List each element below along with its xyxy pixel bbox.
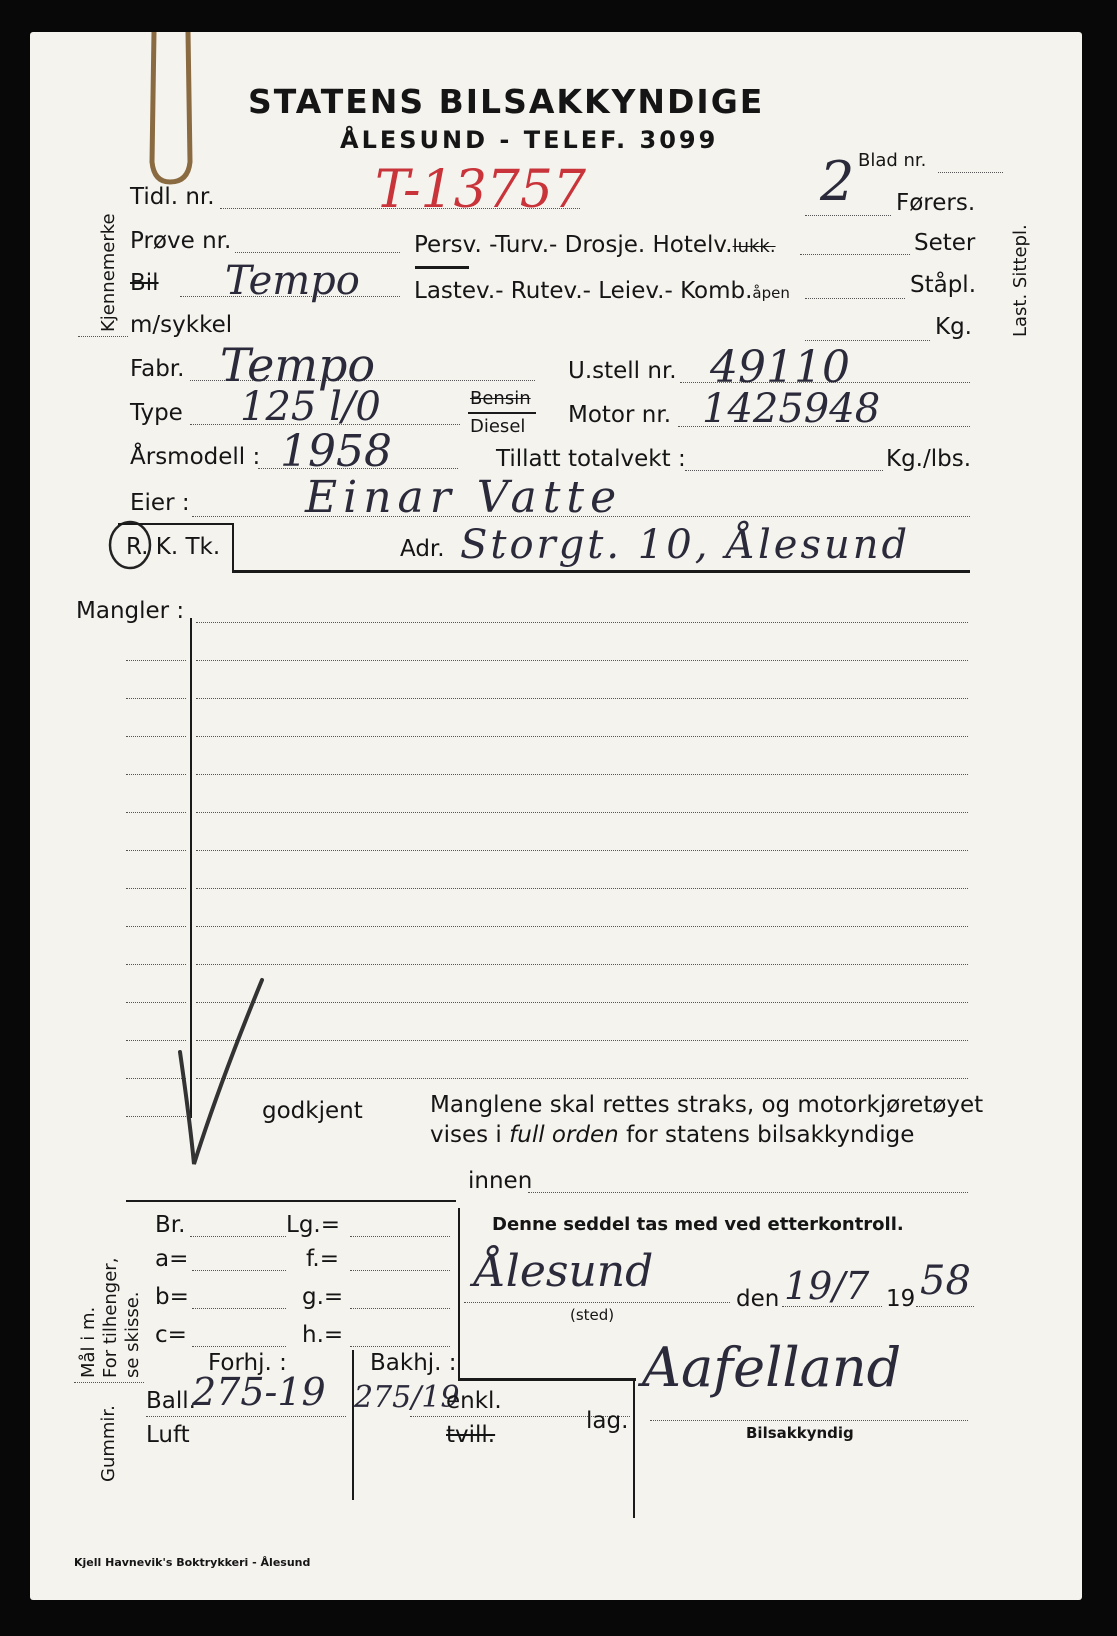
arsmodell-value: 1958 [280,426,392,477]
diesel-label: Diesel [470,416,526,437]
a-line [192,1270,286,1271]
notice-line-1: Manglene skal rettes straks, og motorkjøretøyet [430,1092,984,1118]
form-subtitle: ÅLESUND - TELEF. 3099 [340,126,719,154]
vehicle-category-line-1 [414,232,776,258]
ustell-value: 49110 [710,342,850,393]
bensin-label: Bensin [470,388,531,409]
mangler-line-left [126,774,186,775]
mal-bottom-line [74,1382,144,1383]
godkjent-label: godkjent [262,1098,363,1124]
mal-label: Mål i m. [78,1306,99,1378]
year-line [916,1306,974,1307]
mangler-line [196,964,968,965]
g-line [350,1308,450,1309]
mangler-line-left [126,850,186,851]
mangler-line [196,660,968,661]
seter-line [800,254,910,255]
ustell-label: U.stell nr. [568,358,677,384]
ball-label: Ball. [146,1388,196,1414]
motor-label: Motor nr. [568,402,672,428]
vehicle-category-line-2 [414,278,790,304]
innen-label: innen [468,1168,533,1194]
checkmark-stroke [150,972,280,1172]
apen-text: åpen [752,284,790,302]
blad-nr-label: Blad nr. [858,150,927,171]
kg-label: Kg. [935,314,972,340]
adr-label: Adr. [400,536,445,562]
tvill-label: tvill. [446,1422,496,1448]
den-label: den [736,1286,780,1312]
mangler-line-left [126,698,186,699]
forhj-label: Forhj. : [208,1350,287,1376]
measure-right-rule [458,1208,460,1378]
lg-line [350,1236,450,1237]
inspection-form-sheet [30,32,1082,1600]
b-label: b= [155,1284,189,1310]
se-skisse-label: se skisse. [122,1291,143,1378]
lukk-text: lukk. [732,236,776,257]
eier-label: Eier : [130,490,190,516]
persv-text: Persv. -Turv.- Drosje. Hotelv. [414,232,733,258]
fabr-label: Fabr. [130,356,185,382]
ball-line [146,1416,346,1417]
stapl-line [805,298,905,299]
kg-line [805,340,930,341]
tidl-nr-label: Tidl. nr. [130,184,215,210]
tire-divider [352,1350,354,1500]
kjennemerke-label: Kjennemerke [98,213,119,332]
tidl-nr-value: T-13757 [375,160,586,220]
lag-label: lag. [586,1408,629,1434]
rktk-box-top [118,523,234,525]
persv-underline [415,266,469,269]
luft-label: Luft [146,1422,190,1448]
innen-line [528,1192,968,1193]
mangler-line-left [126,660,186,661]
measure-bottom-rule [458,1378,636,1381]
mangler-line [196,774,968,775]
signature-line [650,1420,968,1421]
br-label: Br. [155,1212,186,1238]
mangler-line [196,1002,968,1003]
staple-mark [142,32,202,192]
for-tilhenger-label: For tilhenger, [100,1257,121,1378]
b-line [192,1308,286,1309]
eier-value: Einar Vatte [305,472,623,523]
forers-line [805,215,891,216]
measure-top-rule [126,1200,456,1202]
type-label: Type [130,400,183,426]
rktk-box-right [232,523,234,571]
sted-label: (sted) [570,1306,615,1324]
tillatt-label: Tillatt totalvekt : [496,446,686,472]
fabr-value: Tempo [220,338,376,392]
date-day-month: 19/7 [784,1264,870,1308]
forers-label: Førers. [896,190,976,216]
mangler-label: Mangler : [76,598,185,624]
sted-value: Ålesund [474,1246,654,1297]
bakhj-label: Bakhj. : [370,1350,457,1376]
lg-label: Lg.= [286,1212,340,1238]
mangler-line-left [126,964,186,965]
bakhj-value: 275/19 [354,1380,460,1415]
mangler-line [196,1040,968,1041]
g-label: g.= [302,1284,344,1310]
etterkontroll-notice: Denne seddel tas med ved etterkontroll. [492,1214,904,1235]
f-line [350,1270,450,1271]
printer-credit: Kjell Havnevik's Boktrykkeri - Ålesund [74,1556,311,1569]
adr-value: Storgt. 10, Ålesund [460,522,911,568]
mangler-line [196,888,968,889]
f-label: f.= [306,1246,340,1272]
h-label: h.= [302,1322,344,1348]
tire-right-rule [633,1378,635,1518]
c-label: c= [155,1322,187,1348]
bil-value: Tempo [225,258,360,304]
sted-line [464,1302,730,1303]
fuel-divider [468,412,536,414]
year-prefix: 19 [886,1286,916,1312]
prove-nr-line [235,252,400,253]
type-value: 125 l/0 [240,384,381,430]
mangler-line [196,1078,968,1079]
blad-nr-line [938,172,1003,173]
h-line [350,1346,450,1347]
gummir-label: Gummir. [98,1405,119,1482]
enkl-label: enkl. [446,1388,502,1414]
mangler-line [196,926,968,927]
bil-label: Bil [130,270,159,296]
tillatt-line [685,470,883,471]
notice-for-statens: for statens bilsakkyndige [626,1122,915,1148]
notice-vises: vises i [430,1122,502,1148]
notice-full-orden: full orden [509,1122,619,1148]
forers-value: 2 [820,150,855,213]
bilsakkyndig-label: Bilsakkyndig [746,1424,854,1442]
lastev-text: Lastev.- Rutev.- Leiev.- Komb. [414,278,753,304]
address-rule [232,570,970,573]
motor-value: 1425948 [702,386,881,432]
mangler-line-left [126,812,186,813]
last-sittepl-label: Last. Sittepl. [1010,224,1031,337]
mangler-line [196,850,968,851]
arsmodell-label: Årsmodell : [130,444,261,470]
ball-value: 275-19 [192,1370,326,1414]
mangler-line-left [126,888,186,889]
mangler-line [196,736,968,737]
mangler-line-left [126,736,186,737]
form-title: STATENS BILSAKKYNDIGE [248,82,765,121]
msykkel-line-left [78,336,128,337]
kglbs-label: Kg./lbs. [886,446,972,472]
c-line [192,1346,286,1347]
msykkel-label: m/sykkel [130,312,233,338]
rktk-label: R. K. Tk. [126,534,221,560]
mangler-line [196,698,968,699]
notice-line-2 [430,1122,914,1148]
mangler-line [196,622,968,623]
seter-label: Seter [914,230,976,256]
year-suffix: 58 [920,1258,971,1304]
mangler-line [196,812,968,813]
stapl-label: Ståpl. [910,272,977,298]
signature: Aafelland [642,1336,902,1399]
prove-nr-label: Prøve nr. [130,228,232,254]
br-line [190,1236,286,1237]
a-label: a= [155,1246,189,1272]
mangler-line-left [126,926,186,927]
